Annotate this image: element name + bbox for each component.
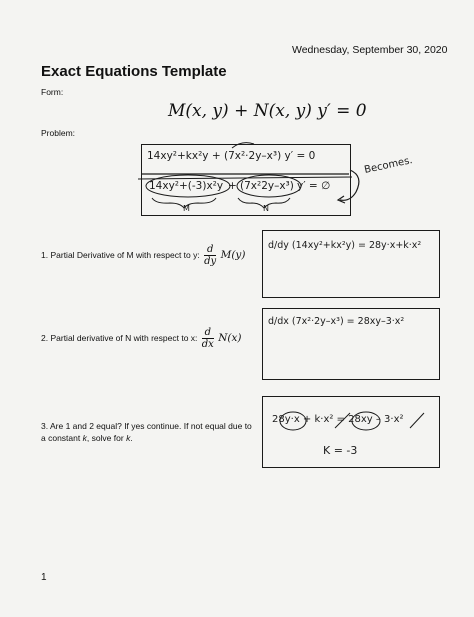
answer-2-handwriting: d/dx (7x²·2y–x³) = 28xy–3·x²: [268, 316, 405, 327]
n-brace: [238, 198, 290, 208]
n-term-circle: [237, 175, 301, 197]
question-3-k1: k: [82, 433, 87, 443]
question-2-number: 2.: [41, 332, 49, 343]
answer-1-handwriting: d/dy (14xy²+kx²y) = 28y·x+k·x²: [268, 240, 422, 251]
m-brace: [152, 198, 216, 208]
answer-3-circle-left: [280, 412, 306, 430]
question-1-arg: M(y): [220, 248, 246, 261]
question-2-text: Partial derivative of N with respect to x:: [50, 332, 198, 343]
question-2-fraction: $\frac{d}{dx}$: [201, 327, 214, 350]
handwritten-m-label: M: [183, 204, 190, 213]
answer-3-handwriting-line2: K = -3: [323, 444, 358, 457]
question-1-text: Partial Derivative of M with respect to y:: [50, 249, 200, 260]
page-number: 1: [41, 572, 47, 583]
answer-3-circle-right: [352, 412, 380, 430]
answer-3-cross-2: [410, 413, 424, 428]
handwritten-problem-line1: 14xy²+kx²y + (7x²·2y–x³) y′ = 0: [147, 150, 316, 162]
form-label: Form:: [41, 87, 64, 97]
handwritten-n-label: N: [263, 204, 269, 213]
question-3-text-c: .: [130, 433, 133, 443]
handwritten-m-term: 14xy²+(-3)x²y: [149, 180, 224, 192]
handwritten-becomes: Becomes.: [363, 155, 414, 176]
question-1-fraction: $\frac{d}{dy}$: [204, 244, 217, 267]
handwritten-plus: +: [228, 180, 237, 192]
problem-label: Problem:: [41, 128, 76, 138]
answer-3-cross-1: [335, 413, 350, 428]
handwritten-rest: y′ = ∅: [297, 180, 331, 192]
becomes-arrowhead: [338, 196, 345, 203]
handwritten-n-term: (7x²2y–x³): [240, 180, 294, 192]
cross-out-mark: [232, 143, 254, 148]
form-equation: M(x, y) + N(x, y) y′ = 0: [168, 101, 367, 121]
answer-3-handwriting-line1: 28y·x + k·x² = 28xy – 3·x²: [272, 414, 404, 425]
document-title: Exact Equations Template: [41, 63, 227, 80]
question-3-text-b: , solve for: [86, 433, 127, 443]
question-1-number: 1.: [41, 249, 49, 260]
question-3-k2: k: [126, 433, 131, 443]
question-3-number: 3.: [41, 421, 49, 431]
question-2-arg: N(x): [218, 331, 242, 344]
document-date: Wednesday, September 30, 2020: [292, 44, 448, 56]
question-3-text-a: Are 1 and 2 equal? If yes continue. If not equal due to a constant: [41, 421, 252, 443]
